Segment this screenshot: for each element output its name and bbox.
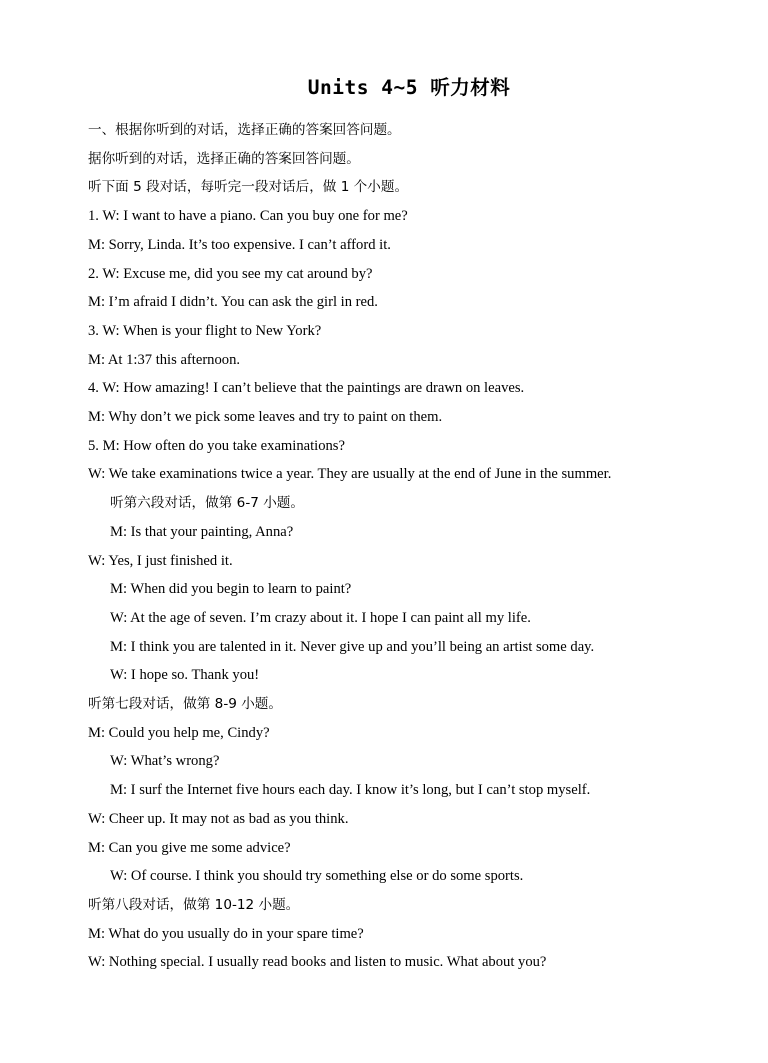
document-line: M: When did you begin to learn to paint? — [110, 581, 352, 598]
document-line: 5. M: How often do you take examinations? — [88, 437, 345, 454]
document-line: M: Could you help me, Cindy? — [88, 724, 270, 741]
document-line: W: I hope so. Thank you! — [110, 667, 260, 684]
document-line: W: We take examinations twice a year. They are usually at the end of June in the summer. — [88, 466, 612, 483]
document-body — [88, 116, 700, 977]
document-line: M: What do you usually do in your spare time? — [88, 925, 364, 942]
page-title: Units 4~5 听力材料 — [307, 76, 511, 99]
document-line: M: I surf the Internet five hours each day. I know it’s long, but I can’t stop myself. — [110, 782, 591, 799]
document-line: 一、根据你听到的对话，选择正确的答案回答问题。 — [88, 122, 401, 138]
document-line: M: I think you are talented in it. Never give up and you’ll being an artist some day. — [110, 638, 595, 655]
document-line: W: Cheer up. It may not as bad as you think. — [88, 810, 349, 827]
document-line: 听第六段对话，做第 6-7 小题。 — [110, 495, 304, 512]
document-line: 1. W: I want to have a piano. Can you buy one for me? — [88, 208, 408, 225]
document-line: 据你听到的对话，选择正确的答案回答问题。 — [88, 150, 360, 167]
document-line: W: At the age of seven. I’m crazy about it. I hope I can paint all my life. — [110, 609, 531, 626]
document-line: M: Why don’t we pick some leaves and try to paint on them. — [88, 409, 443, 426]
document-line: M: I’m afraid I didn’t. You can ask the girl in red. — [88, 294, 378, 311]
document-line: 听第八段对话，做第 10-12 小题。 — [88, 896, 300, 913]
document-line: W: What’s wrong? — [110, 753, 220, 770]
document-line: M: At 1:37 this afternoon. — [88, 351, 241, 368]
document-line: 2. W: Excuse me, did you see my cat around by? — [88, 265, 373, 282]
document-line: 听下面 5 段对话，每听完一段对话后，做 1 个小题。 — [88, 179, 409, 196]
document-line: W: Yes, I just finished it. — [88, 552, 233, 569]
document-line: M: Sorry, Linda. It’s too expensive. I can’t afford it. — [88, 236, 391, 253]
document-line: W: Nothing special. I usually read books and listen to music. What about you? — [88, 954, 547, 971]
document-line: M: Can you give me some advice? — [88, 839, 291, 856]
document-line: 3. W: When is your flight to New York? — [88, 322, 322, 339]
document-line: M: Is that your painting, Anna? — [110, 523, 294, 540]
document-line: 听第七段对话，做第 8-9 小题。 — [88, 696, 282, 713]
document-line: W: Of course. I think you should try something else or do some sports. — [110, 868, 524, 885]
document-line: 4. W: How amazing! I can’t believe that the paintings are drawn on leaves. — [88, 380, 525, 397]
